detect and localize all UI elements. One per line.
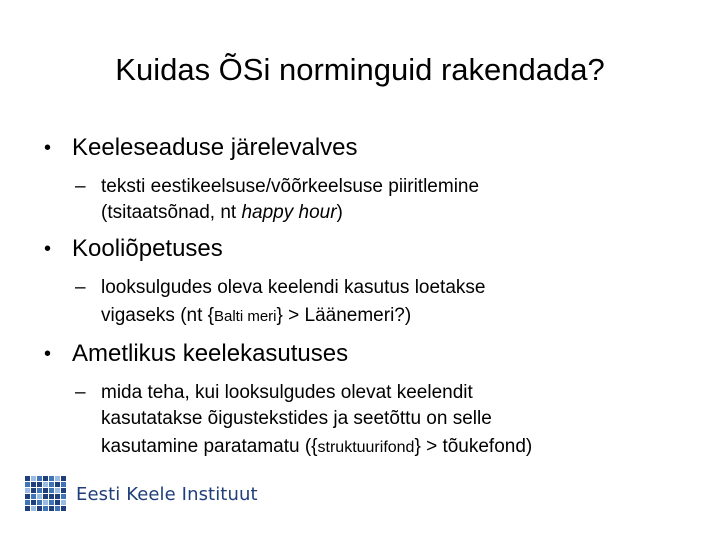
logo-tile (31, 482, 36, 487)
logo-tile (43, 488, 48, 493)
logo-tile (31, 476, 36, 481)
logo-tile (61, 482, 66, 487)
dash-mark: – (75, 176, 86, 197)
sub-line-emphasis: happy hour (241, 202, 337, 223)
slide-title: Kuidas ÕSi norminguid rakendada? (115, 52, 605, 87)
bullet-item-1 (44, 133, 358, 163)
logo-tile (43, 482, 48, 487)
institute-logo (24, 474, 258, 514)
logo-tile (55, 500, 60, 505)
sub-item-2-line-2 (101, 304, 411, 329)
logo-tile (43, 506, 48, 511)
logo-tile (25, 506, 30, 511)
logo-tile (37, 494, 42, 499)
logo-tile (25, 482, 30, 487)
logo-tile (25, 488, 30, 493)
logo-tile (55, 476, 60, 481)
sub-line: mida teha, kui looksulgudes olevat keelendit (101, 382, 473, 403)
sub-line-part: vigaseks (nt { (101, 305, 214, 326)
logo-tile (31, 488, 36, 493)
logo-tile (31, 500, 36, 505)
sub-item-3-line-2 (101, 407, 492, 431)
dash-mark: – (75, 277, 86, 298)
bullet-mark: • (44, 137, 52, 159)
logo-tile (61, 488, 66, 493)
bullet-text: Keeleseaduse järelevalves (72, 134, 358, 161)
bullet-text: Kooliõpetuses (72, 235, 223, 262)
sub-line-part: (tsitaatsõnad, nt (101, 202, 242, 223)
bullet-mark: • (44, 238, 52, 260)
logo-tile (43, 500, 48, 505)
sub-line-part: } > Läänemeri?) (276, 305, 412, 326)
logo-tile (37, 488, 42, 493)
logo-mark-icon (24, 474, 68, 514)
logo-tile (25, 500, 30, 505)
logo-tile (43, 494, 48, 499)
logo-tile (49, 500, 54, 505)
logo-tile (25, 494, 30, 499)
dash-mark: – (75, 382, 86, 403)
logo-tile (55, 488, 60, 493)
sub-line: looksulgudes oleva keelendi kasutus loetakse (101, 277, 486, 298)
bullet-item-3 (44, 339, 349, 369)
logo-tile (37, 482, 42, 487)
sub-item-2 (75, 276, 486, 300)
logo-tile (55, 494, 60, 499)
logo-text: Eesti Keele Instituut (76, 483, 258, 505)
logo-tile (55, 506, 60, 511)
sub-item-1 (75, 175, 480, 199)
sub-item-1-line-2 (101, 201, 343, 225)
logo-tile (61, 476, 66, 481)
logo-tile (61, 500, 66, 505)
sub-line: kasutatakse õigustekstides ja seetõttu on selle (101, 408, 492, 429)
sub-line-small: Balti meri (214, 308, 277, 325)
bullet-text: Ametlikus keelekasutuses (72, 340, 349, 367)
sub-line-part: kasutamine paratamatu ({ (101, 436, 318, 457)
logo-tile (31, 494, 36, 499)
logo-tile (43, 476, 48, 481)
bullet-item-2 (44, 234, 223, 264)
logo-tile (37, 506, 42, 511)
logo-tile (55, 482, 60, 487)
sub-item-3 (75, 381, 473, 405)
logo-tile (25, 476, 30, 481)
logo-tile (49, 488, 54, 493)
logo-tile (49, 476, 54, 481)
sub-line: teksti eestikeelsuse/võõrkeelsuse piiritlemine (101, 176, 480, 197)
logo-tile (49, 506, 54, 511)
logo-tile (49, 494, 54, 499)
logo-tile (31, 506, 36, 511)
logo-tile (61, 494, 66, 499)
logo-tile (49, 482, 54, 487)
sub-line-part: ) (336, 202, 343, 223)
sub-item-3-line-3 (101, 435, 532, 460)
logo-tile (37, 476, 42, 481)
sub-line-small: struktuurifond (317, 439, 415, 456)
logo-tile (61, 506, 66, 511)
bullet-mark: • (44, 343, 52, 365)
sub-line-part: } > tõukefond) (414, 436, 533, 457)
logo-tile (37, 500, 42, 505)
